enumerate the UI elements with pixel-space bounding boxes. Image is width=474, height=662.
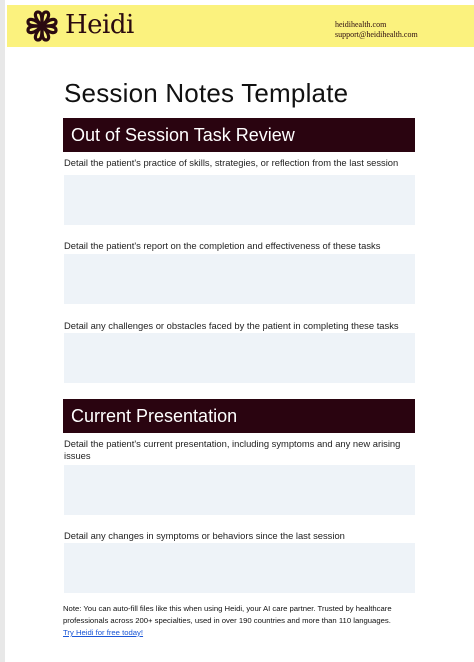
prompt-symptom-changes: Detail any changes in symptoms or behaviors since the last session <box>64 530 345 541</box>
answer-box-challenges[interactable] <box>64 333 415 383</box>
answer-box-symptom-changes[interactable] <box>64 543 415 593</box>
try-heidi-link[interactable]: Try Heidi for free today! <box>63 628 144 637</box>
page-title: Session Notes Template <box>64 78 349 108</box>
brand-name: Heidi <box>65 10 134 40</box>
header-banner <box>7 5 474 47</box>
answer-box-current-presentation[interactable] <box>64 465 415 515</box>
section-heading-task-review: Out of Session Task Review <box>63 118 415 152</box>
page-edge <box>0 0 5 662</box>
section-heading-current-presentation: Current Presentation <box>63 399 415 433</box>
website-text: heidihealth.com <box>335 20 387 29</box>
prompt-completion: Detail the patient's report on the completion and effectiveness of these tasks <box>64 240 381 251</box>
heidi-logo-icon <box>25 9 59 43</box>
contact-info <box>335 20 418 40</box>
prompt-current-presentation: Detail the patient's current presentation, including symptoms and any new arising issues <box>64 438 401 461</box>
prompt-practice: Detail the patient's practice of skills, strategies, or reflection from the last session <box>64 157 399 168</box>
footer-note <box>63 603 423 639</box>
answer-box-completion[interactable] <box>64 254 415 304</box>
email-text: support@heidihealth.com <box>335 30 418 39</box>
footer-note-text: Note: You can auto-fill files like this when using Heidi, your AI care partner. Trusted by healthcare professionals across 200+ specialties, used in over 190 countries and more than 110 languages. <box>63 604 392 625</box>
answer-box-practice[interactable] <box>64 175 415 225</box>
prompt-challenges: Detail any challenges or obstacles faced by the patient in completing these tasks <box>64 320 399 331</box>
